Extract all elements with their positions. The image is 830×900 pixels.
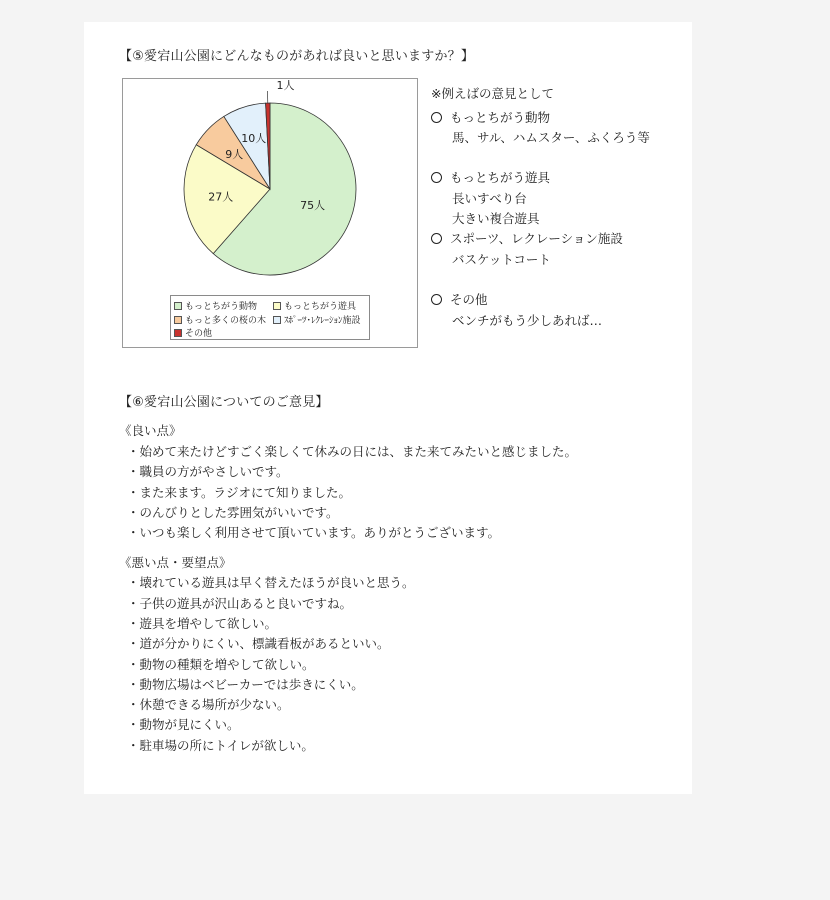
slice-data-label: 10人	[241, 132, 267, 146]
comment-item: ・駐車場の所にトイレが欲しい。	[127, 738, 314, 753]
bad-points-heading: 《悪い点・要望点》	[119, 555, 232, 570]
comment-item: ・のんびりとした雰囲気がいいです。	[127, 505, 339, 520]
good-points-heading: 《良い点》	[119, 423, 182, 438]
legend-item-playground: もっとちがう遊具	[273, 299, 356, 312]
circle-bullet-icon	[431, 172, 442, 183]
legend-swatch	[273, 316, 281, 324]
legend-swatch	[174, 316, 182, 324]
comment-item: ・壊れている遊具は早く替えたほうが良いと思う。	[127, 575, 415, 590]
legend-item-cherry-trees: もっと多くの桜の木	[174, 313, 266, 326]
comment-item: ・職員の方がやさしいです。	[127, 464, 289, 479]
example-group-title: スポーツ、レクレーション施設	[431, 229, 623, 247]
legend-swatch	[273, 302, 281, 310]
example-line: 馬、サル、ハムスター、ふくろう等	[452, 130, 650, 145]
example-line: ベンチがもう少しあれば…	[452, 313, 603, 328]
comment-item: ・休憩できる場所が少ない。	[127, 697, 290, 712]
slice-data-label: 9人	[225, 148, 244, 162]
comment-item: ・道が分かりにくい、標識看板があるといい。	[127, 636, 390, 651]
chart-legend	[170, 295, 370, 340]
comment-item: ・遊具を増やして欲しい。	[127, 616, 278, 631]
comment-item: ・動物の種類を増やして欲しい。	[127, 657, 315, 672]
comment-item: ・動物が見にくい。	[127, 717, 240, 732]
circle-bullet-icon	[431, 233, 442, 244]
legend-item-other: その他	[174, 326, 212, 339]
comment-item: ・また来ます。ラジオにて知りました。	[127, 485, 352, 500]
example-line: 長いすべり台	[452, 191, 527, 206]
example-group-title: その他	[431, 290, 488, 308]
slice-data-label: 27人	[208, 190, 234, 204]
legend-item-sports: ｽﾎﾟｰﾂ･ﾚｸﾚｰｼｮﾝ施設	[273, 313, 361, 326]
legend-item-animals: もっとちがう動物	[174, 299, 257, 312]
slice-data-label: 1人	[276, 79, 295, 93]
comment-item: ・始めて来たけどすごく楽しくて休みの日には、また来てみたいと感じました。	[127, 444, 578, 459]
circle-bullet-icon	[431, 112, 442, 123]
comment-item: ・いつも楽しく利用させて頂いています。ありがとうございます。	[127, 525, 501, 540]
examples-heading: ※例えばの意見として	[431, 86, 554, 101]
question-6-title: 【⑥愛宕山公園についてのご意見】	[119, 395, 329, 410]
comment-item: ・子供の遊具が沢山あると良いですね。	[127, 596, 353, 611]
example-group-title: もっとちがう動物	[431, 108, 550, 126]
slice-data-label: 75人	[300, 199, 326, 213]
legend-swatch	[174, 302, 182, 310]
legend-swatch	[174, 329, 182, 337]
comment-item: ・動物広場はベビーカーでは歩きにくい。	[127, 677, 364, 692]
example-line: バスケットコート	[452, 252, 551, 267]
example-group-title: もっとちがう遊具	[431, 168, 550, 186]
question-5-title: 【⑤愛宕山公園にどんなものがあれば良いと思いますか？】	[119, 49, 475, 64]
circle-bullet-icon	[431, 294, 442, 305]
example-line: 大きい複合遊具	[452, 211, 540, 226]
